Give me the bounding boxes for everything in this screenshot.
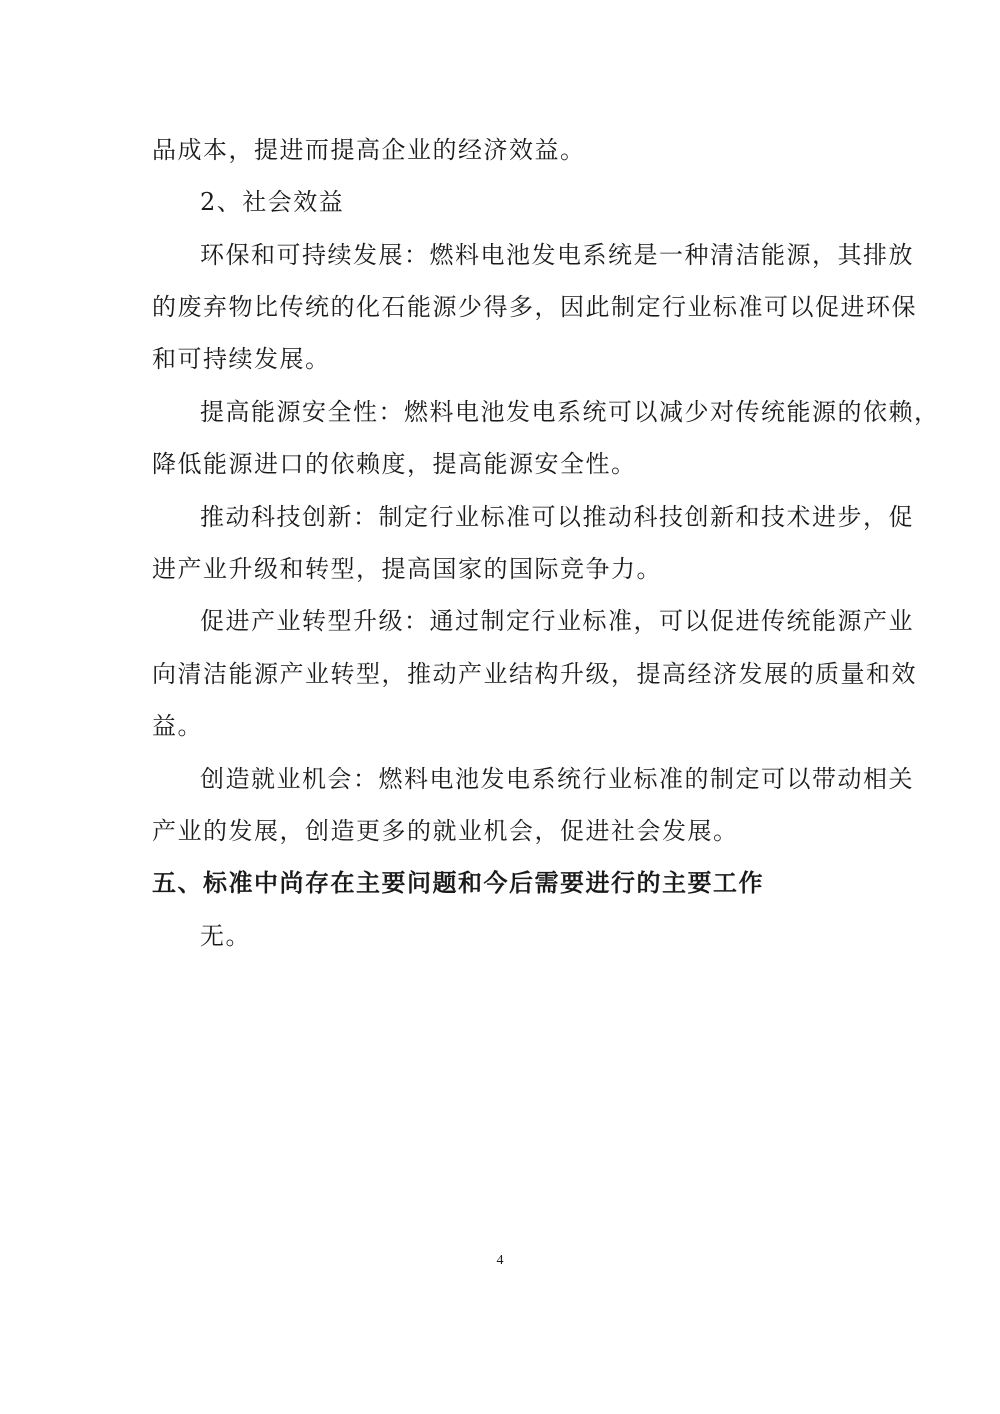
- text-line: 进产业升级和转型，提高国家的国际竞争力。: [152, 555, 662, 583]
- text-line: 降低能源进口的依赖度，提高能源安全性。: [152, 450, 637, 478]
- text-line: 环保和可持续发展：燃料电池发电系统是一种清洁能源，其排放: [200, 241, 914, 269]
- text-line: 产业的发展，创造更多的就业机会，促进社会发展。: [152, 817, 739, 845]
- text-line: 提高能源安全性：燃料电池发电系统可以减少对传统能源的依赖，: [200, 398, 940, 426]
- text-line: 的废弃物比传统的化石能源少得多，因此制定行业标准可以促进环保: [152, 293, 917, 321]
- text-line: 无。: [200, 922, 251, 950]
- text-line: 向清洁能源产业转型，推动产业结构升级，提高经济发展的质量和效: [152, 660, 917, 688]
- text-line: 创造就业机会：燃料电池发电系统行业标准的制定可以带动相关: [200, 765, 914, 793]
- page-number: 4: [496, 1253, 504, 1268]
- section-subheading: 2、社会效益: [200, 188, 345, 216]
- text-line: 推动科技创新：制定行业标准可以推动科技创新和技术进步，促: [200, 503, 914, 531]
- text-line: 品成本，提进而提高企业的经济效益。: [152, 136, 586, 164]
- text-line: 和可持续发展。: [152, 345, 331, 373]
- text-line: 益。: [152, 712, 203, 740]
- text-line: 促进产业转型升级：通过制定行业标准，可以促进传统能源产业: [200, 607, 914, 635]
- section-heading: 五、标准中尚存在主要问题和今后需要进行的主要工作: [152, 869, 764, 897]
